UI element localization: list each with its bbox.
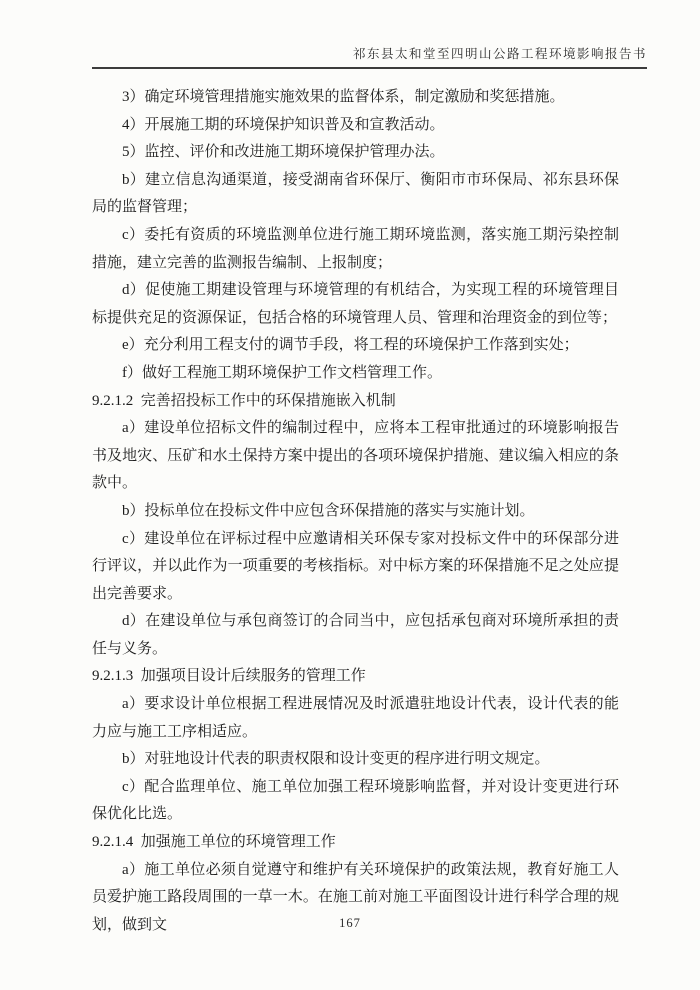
section-heading: 9.2.1.4 加强施工单位的环境管理工作 — [92, 834, 336, 851]
page-number: 167 — [339, 916, 361, 930]
paragraph: 4）开展施工期的环境保护知识普及和宣教活动。 — [122, 116, 445, 133]
document-body — [92, 84, 619, 939]
paragraph: a）要求设计单位根据工程进展情况及时派遣驻地设计代表，设计代表的能力应与施工工序相适应。 — [92, 696, 619, 740]
paragraph: e）充分利用工程支付的调节手段，将工程的环境保护工作落到实处； — [122, 337, 579, 354]
paragraph: a）建设单位招标文件的编制过程中，应将本工程审批通过的环境影响报告书及地灾、压矿和水土保持方案中提出的各项环境保护措施、建议编入相应的条款中。 — [92, 420, 619, 492]
paragraph: 3）确定环境管理措施实施效果的监督体系，制定激励和奖惩措施。 — [122, 89, 565, 105]
paragraph: c）配合监理单位、施工单位加强工程环境影响监督，并对设计变更进行环保优化比选。 — [92, 778, 619, 823]
paragraph: b）投标单位在投标文件中应包含环保措施的落实与实施计划。 — [122, 502, 535, 519]
paragraph: b）建立信息沟通渠道，接受湖南省环保厅、衡阳市市环保局、祁东县环保局的监督管理； — [92, 171, 619, 216]
section-heading: 9.2.1.3 加强项目设计后续服务的管理工作 — [92, 668, 366, 685]
paragraph: d）在建设单位与承包商签订的合同当中，应包括承包商对环境所承担的责任与义务。 — [92, 613, 619, 657]
paragraph: c）建设单位在评标过程中应邀请相关环保专家对投标文件中的环保部分进行评议，并以此作为一项重要的考核指标。对中标方案的环保措施不足之处应提出完善要求。 — [92, 530, 619, 602]
paragraph: 5）监控、评价和改进施工期环境保护管理办法。 — [122, 144, 445, 161]
running-header: 祁东县太和堂至四明山公路工程环境影响报告书 — [92, 44, 647, 69]
paragraph: a）施工单位必须自觉遵守和维护有关环境保护的政策法规，教育好施工人员爱护施工路段周围的一草一木。在施工前对施工平面图设计进行科学合理的规划，做到文 — [92, 861, 619, 933]
paragraph: b）对驻地设计代表的职责权限和设计变更的程序进行明文规定。 — [122, 751, 550, 768]
paragraph: f）做好工程施工期环境保护工作文档管理工作。 — [122, 364, 442, 381]
paragraph: c）委托有资质的环境监测单位进行施工期环境监测，落实施工期污染控制措施，建立完善的监测报告编制、上报制度； — [92, 226, 619, 271]
paragraph: d）促使施工期建设管理与环境管理的有机结合，为实现工程的环境管理目标提供充足的资源保证，包括合格的环境管理人员、管理和治理资金的到位等； — [92, 282, 619, 326]
section-heading: 9.2.1.2 完善招投标工作中的环保措施嵌入机制 — [92, 392, 396, 409]
